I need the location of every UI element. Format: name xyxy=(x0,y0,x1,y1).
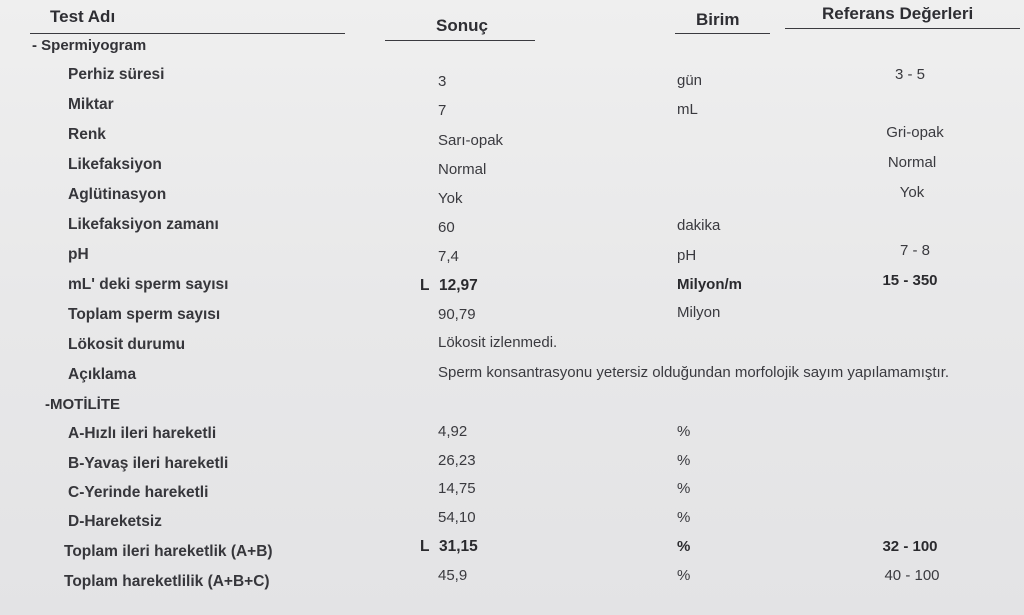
row-result: 31,15 xyxy=(439,538,478,555)
row-result: 60 xyxy=(438,219,455,236)
table-row xyxy=(0,509,1024,541)
table-row xyxy=(0,126,1024,154)
table-row xyxy=(0,242,1024,274)
row-result: Normal xyxy=(438,161,487,178)
row-test-name: Likefaksiyon zamanı xyxy=(68,216,219,233)
row-result: 54,10 xyxy=(438,509,476,526)
row-result: Yok xyxy=(438,190,463,207)
section-motility: -MOTİLİTE xyxy=(45,396,120,413)
row-reference: Yok xyxy=(899,184,925,201)
row-test-name: Toplam ileri hareketlik (A+B) xyxy=(64,543,273,560)
header-rule-reference xyxy=(785,28,1020,29)
row-test-name: Renk xyxy=(68,126,106,143)
row-unit: % xyxy=(677,538,691,555)
table-row xyxy=(0,567,1024,601)
row-unit: Milyon xyxy=(677,304,721,321)
row-test-name: A-Hızlı ileri hareketli xyxy=(68,425,217,442)
row-test-name: Perhiz süresi xyxy=(68,66,165,83)
row-result: 12,97 xyxy=(439,277,478,294)
header-rule-result xyxy=(385,40,535,41)
row-unit: % xyxy=(677,452,691,469)
row-reference: 32 - 100 xyxy=(882,538,938,555)
row-reference: 15 - 350 xyxy=(882,272,938,289)
row-flag-low: L xyxy=(420,538,430,555)
row-reference: 7 - 8 xyxy=(899,242,930,259)
table-row xyxy=(0,306,1024,334)
row-result: 7 xyxy=(438,102,447,119)
row-reference: Gri-opak xyxy=(886,124,944,141)
row-unit: % xyxy=(677,480,691,497)
table-row xyxy=(0,425,1024,453)
row-result: 45,9 xyxy=(438,567,468,584)
row-test-name: Lökosit durumu xyxy=(68,336,186,353)
row-test-name: Açıklama xyxy=(68,366,137,383)
row-result: 3 xyxy=(438,73,447,90)
table-row xyxy=(0,336,1024,364)
row-result: 14,75 xyxy=(438,480,476,497)
table-row xyxy=(0,156,1024,184)
row-test-name: Miktar xyxy=(68,96,114,113)
row-test-name: Toplam hareketlilik (A+B+C) xyxy=(64,573,270,590)
row-test-name: Aglütinasyon xyxy=(68,186,167,203)
row-result: Lökosit izlenmedi. xyxy=(438,334,558,351)
row-test-name: Toplam sperm sayısı xyxy=(68,306,221,323)
row-test-name: Likefaksiyon xyxy=(68,156,162,173)
table-row xyxy=(0,366,1024,394)
table-row xyxy=(0,480,1024,512)
table-row xyxy=(0,66,1024,94)
row-test-name: C-Yerinde hareketli xyxy=(68,484,209,501)
row-result: 26,23 xyxy=(438,452,476,469)
row-unit: gün xyxy=(677,72,703,89)
row-test-name: B-Yavaş ileri hareketli xyxy=(68,455,229,472)
row-unit: dakika xyxy=(677,217,721,234)
header-test-name: Test Adı xyxy=(50,7,116,26)
row-result: 7,4 xyxy=(438,248,459,265)
row-reference: Normal xyxy=(887,154,937,171)
row-unit: % xyxy=(677,423,691,440)
header-result: Sonuç xyxy=(436,16,488,35)
row-result: 90,79 xyxy=(438,306,476,323)
row-reference: 3 - 5 xyxy=(894,66,925,83)
row-result: Sarı-opak xyxy=(438,132,504,149)
row-unit: pH xyxy=(677,247,697,264)
header-unit: Birim xyxy=(696,10,740,29)
row-test-name: mL' deki sperm sayısı xyxy=(68,276,229,293)
header-rule-test-name xyxy=(30,33,345,34)
table-row xyxy=(0,96,1024,124)
row-test-name: D-Hareketsiz xyxy=(68,513,162,530)
row-unit: mL xyxy=(677,101,698,118)
row-flag-low: L xyxy=(420,277,430,294)
row-result: 4,92 xyxy=(438,423,468,440)
row-unit: % xyxy=(677,567,691,584)
header-rule-unit xyxy=(675,33,770,34)
row-reference: 40 - 100 xyxy=(884,567,940,584)
row-unit: Milyon/m xyxy=(677,276,743,293)
row-test-name: pH xyxy=(68,246,89,263)
table-row xyxy=(0,216,1024,244)
table-row xyxy=(0,186,1024,214)
section-spermiogram: - Spermiyogram xyxy=(32,37,147,54)
row-result: Sperm konsantrasyonu yetersiz olduğundan morfolojik sayım yapılamamıştır. xyxy=(438,364,950,381)
table-row xyxy=(0,272,1024,304)
row-unit: % xyxy=(677,509,691,526)
table-row xyxy=(0,452,1024,483)
header-reference: Referans Değerleri xyxy=(822,4,974,23)
